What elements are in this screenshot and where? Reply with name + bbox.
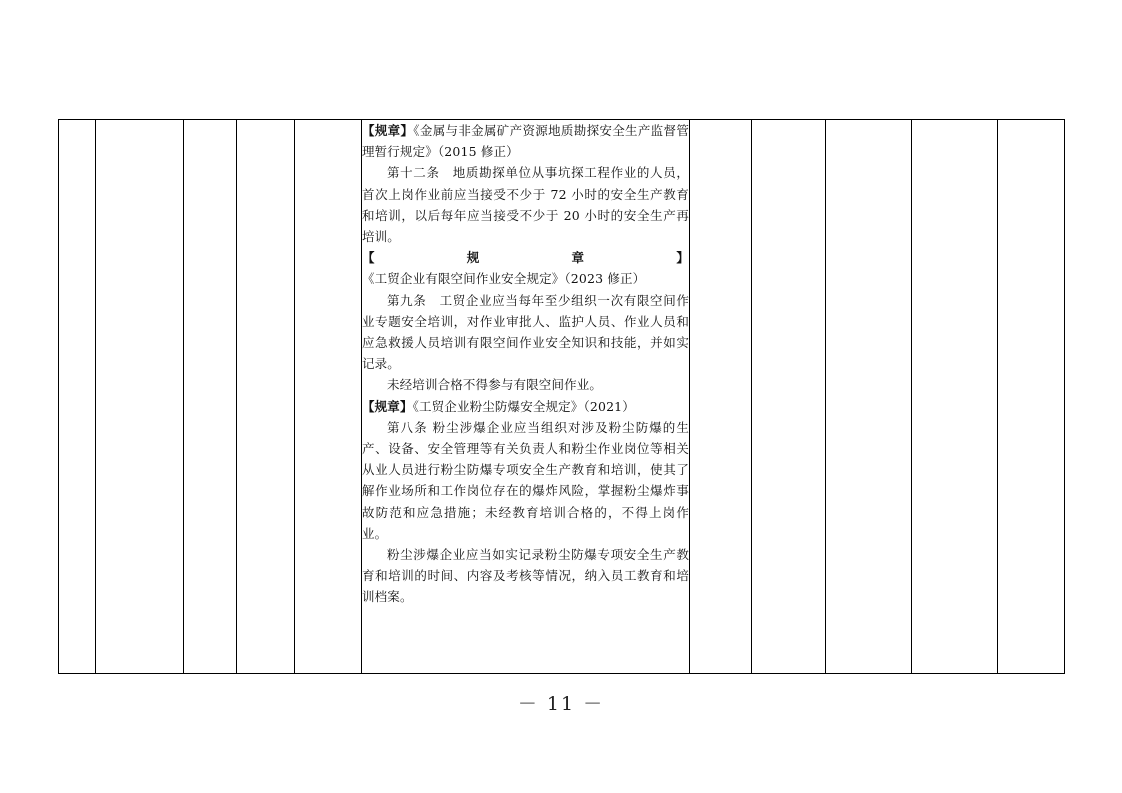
article-paragraph: 第八条 粉尘涉爆企业应当组织对涉及粉尘防爆的生产、设备、安全管理等有关负责人和粉尘作业岗位等相关从业人员进行粉尘防爆专项安全生产教育和培训，使其了解作业场所和工作岗位存在的爆炸风险，掌握粉尘爆炸事故防范和应急措施；未经教育培训合格的，不得上岗作业。 <box>362 419 689 541</box>
article-paragraph: 第十二条 地质勘探单位从事坑探工程作业的人员，首次上岗作业前应当接受不少于 72 小时的安全生产教育和培训，以后每年应当接受不少于 20 小时的安全生产再培训。 <box>362 165 689 245</box>
regulation-title: 《工贸企业有限空间作业安全规定》（2023 修正） <box>362 271 646 287</box>
article-paragraph: 粉尘涉爆企业应当如实记录粉尘防爆专项安全生产教育和培训的时间、内容及考核等情况，纳入员工教育和培训档案。 <box>362 547 689 605</box>
empty-cell-2 <box>96 120 184 674</box>
regulation-tag: 【规章】 <box>362 123 414 138</box>
regulation-title: 《工贸企业粉尘防爆安全规定》（2021） <box>412 398 635 414</box>
table-row <box>59 120 1065 674</box>
regulation-table <box>58 119 1065 674</box>
empty-cell-4 <box>237 120 295 674</box>
regulation-tag: 【规章】 <box>362 250 689 266</box>
empty-cell-5 <box>295 120 362 674</box>
regulation-heading <box>362 247 689 289</box>
regulation-tag: 【规章】 <box>362 398 413 414</box>
regulation-title: 《金属与非金属矿产资源地质勘探安全生产监督管理暂行规定》（2015 修正） <box>362 123 689 160</box>
article-paragraph: 未经培训合格不得参与有限空间作业。 <box>387 377 603 393</box>
empty-cell-8 <box>752 120 826 674</box>
regulation-heading <box>362 120 689 162</box>
regulation-heading <box>362 396 689 417</box>
regulation-content-cell <box>362 120 690 674</box>
page-number: － 11 － <box>517 693 605 715</box>
article-paragraph: 第九条 工贸企业应当每年至少组织一次有限空间作业专题安全培训，对作业审批人、监护人员、作业人员和应急救援人员培训有限空间作业安全知识和技能，并如实记录。 <box>362 292 689 372</box>
empty-cell-7 <box>690 120 752 674</box>
empty-cell-3 <box>184 120 237 674</box>
empty-cell-11 <box>998 120 1065 674</box>
empty-cell-1 <box>59 120 96 674</box>
empty-cell-10 <box>912 120 998 674</box>
empty-cell-9 <box>826 120 912 674</box>
